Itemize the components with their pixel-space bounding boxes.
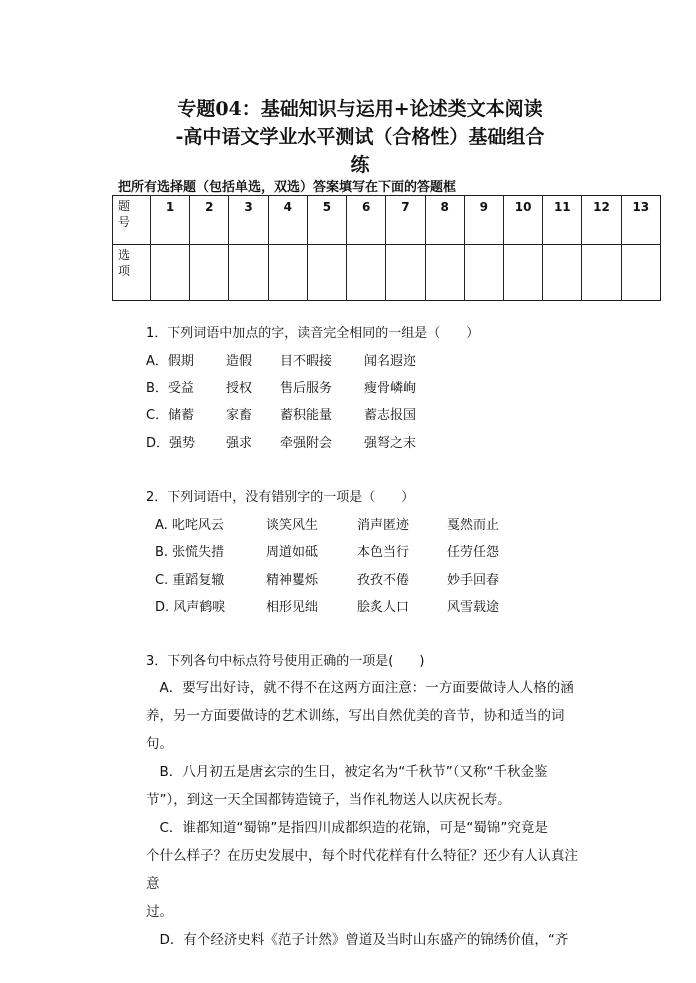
question-number-cell: 1: [151, 196, 190, 245]
answer-cell[interactable]: [347, 245, 386, 301]
answer-cell[interactable]: [425, 245, 464, 301]
question-2-stem: 2．下列词语中，没有错别字的一项是（ ）: [146, 490, 415, 505]
question-3-option-c-line: 个什么样子？在历史发展中，每个时代花样有什么特征？还少有人认真注意: [146, 848, 578, 892]
question-number-cell: 13: [621, 196, 660, 245]
number-header-cell: 题 号: [113, 196, 151, 245]
question-number-cell: 6: [347, 196, 386, 245]
question-number-cell: 2: [190, 196, 229, 245]
question-number-cell: 4: [268, 196, 307, 245]
answer-cell[interactable]: [386, 245, 425, 301]
answer-instruction: 把所有选择题（包括单选，双选）答案填写在下面的答题框: [118, 180, 457, 195]
question-3-option-a-line: 养，另一方面要做诗的艺术训练，写出自然优美的音节，协和适当的词句。: [146, 708, 565, 752]
question-3-option-b-line: B．八月初五是唐玄宗的生日，被定名为“千秋节”（又称“千秋金鉴: [146, 764, 548, 780]
answer-cell[interactable]: [190, 245, 229, 301]
answer-cell[interactable]: [229, 245, 268, 301]
question-number-cell: 10: [503, 196, 542, 245]
answer-cell[interactable]: [151, 245, 190, 301]
answer-cell[interactable]: [307, 245, 346, 301]
question-3-options: [146, 674, 586, 954]
answer-cell[interactable]: [464, 245, 503, 301]
question-3-stem: 3．下列各句中标点符号使用正确的一项是( ): [146, 654, 425, 669]
question-3-option-d-line: D．有个经济史料《范子计然》曾道及当时山东盛产的锦绣价值，“齐: [146, 932, 569, 948]
answer-cell[interactable]: [543, 245, 582, 301]
question-number-cell: 12: [582, 196, 621, 245]
answer-cell[interactable]: [268, 245, 307, 301]
question-3-option-b-line: 节”），到这一天全国都铸造镜子，当作礼物送人以庆祝长寿。: [146, 792, 511, 808]
answer-table-number-row: [113, 196, 661, 245]
answer-cell[interactable]: [621, 245, 660, 301]
option-header-cell: 选 项: [113, 245, 151, 301]
question-3-option-c-line: 过。: [146, 904, 173, 920]
question-number-cell: 11: [543, 196, 582, 245]
document-title: [140, 95, 580, 179]
answer-table: [112, 195, 661, 301]
question-number-cell: 7: [386, 196, 425, 245]
title-line-1: 专题04：基础知识与运用+论述类文本阅读: [177, 98, 543, 120]
answer-cell[interactable]: [503, 245, 542, 301]
title-line-3: 练: [350, 154, 370, 176]
question-number-cell: 8: [425, 196, 464, 245]
question-number-cell: 3: [229, 196, 268, 245]
question-number-cell: 9: [464, 196, 503, 245]
title-line-2: -高中语文学业水平测试（合格性）基础组合: [175, 126, 545, 148]
question-3-option-a-line: A．要写出好诗，就不得不在这两方面注意：一方面要做诗人人格的涵: [146, 680, 574, 696]
answer-cell[interactable]: [582, 245, 621, 301]
question-3-option-c-line: C．谁都知道“蜀锦”是指四川成都织造的花锦，可是“蜀锦”究竟是: [146, 820, 548, 836]
question-1-stem: 1．下列词语中加点的字，读音完全相同的一组是（ ）: [146, 326, 480, 341]
answer-table-option-row: [113, 245, 661, 301]
question-number-cell: 5: [307, 196, 346, 245]
